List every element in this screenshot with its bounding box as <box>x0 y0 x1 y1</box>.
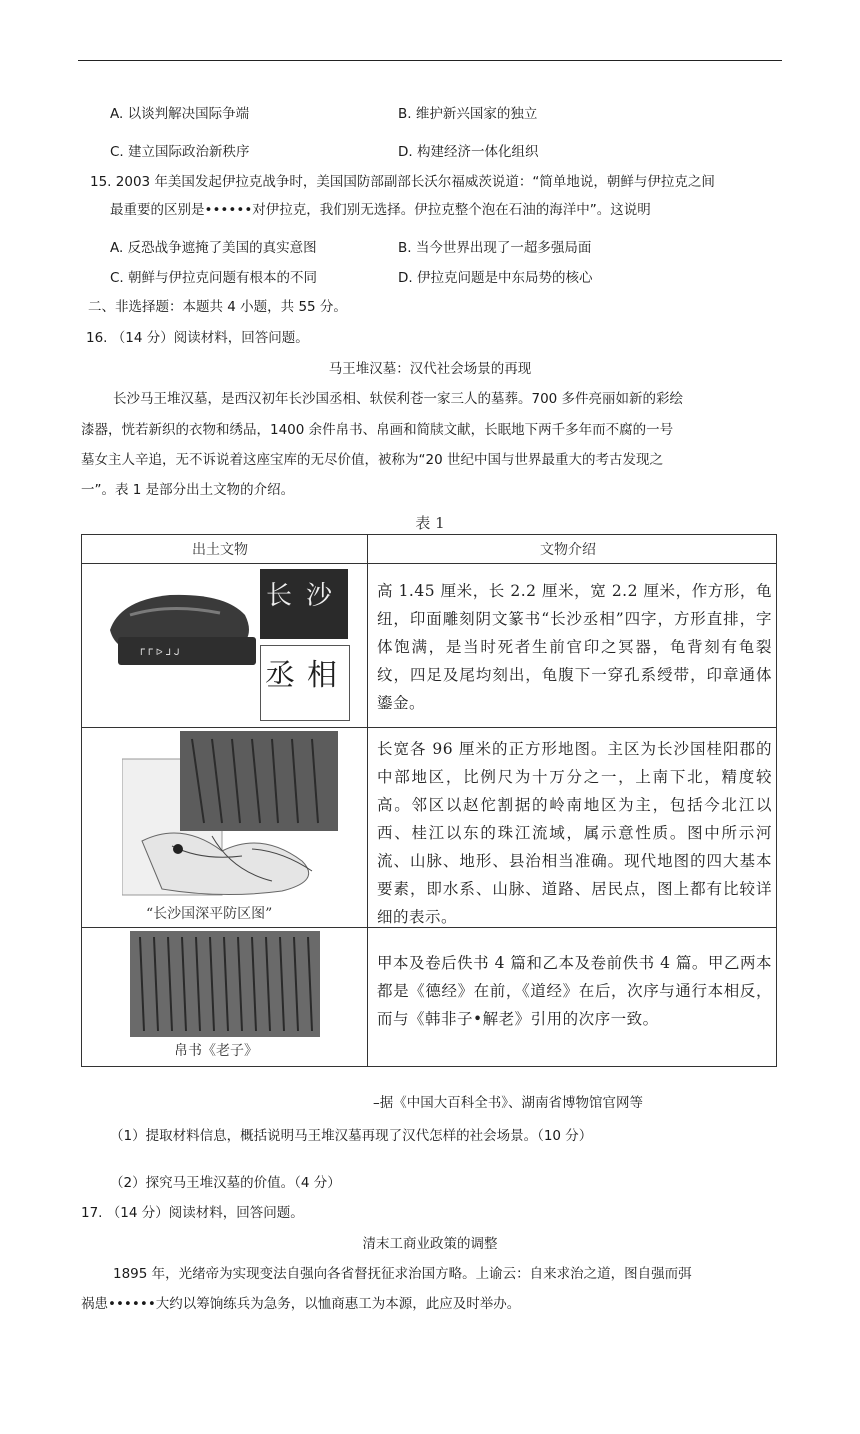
row3-intro-text: 甲本及卷后佚书 4 篇和乙本及卷前佚书 4 篇。甲乙两本都是《德经》在前，《道经》在后，次序与通行本相反，而与《韩非子•解老》引用的次序一致。 <box>377 954 772 1028</box>
seal-impression <box>254 569 360 723</box>
table-divider <box>82 563 776 564</box>
q15-stem-line1: 15. 2003 年美国发起伊拉克战争时，美国国防部副部长沃尔福威茨说道：“简单地说，朝鲜与伊拉克之间 <box>90 174 715 190</box>
q17-para-line: 1895 年，光绪帝为实现变法自强向各省督抚征求治国方略。上谕云：自来求治之道，图自强而弭 <box>113 1266 692 1282</box>
table-header-artifact: 出土文物 <box>192 542 248 558</box>
q15-option-b: B. 当今世界出现了一超多强局面 <box>398 240 592 256</box>
row2-intro-text: 长宽各 96 厘米的正方形地图。主区为长沙国桂阳郡的中部地区，比例尺为十万分之一，上南下北，精度较高。邻区以赵佗割据的岭南地区为主，包括今北江以西、桂江以东的珠江流域，属示意性质。图中所示河流、山脉、地形、县治相当准确。现代地图的四大基本要素，即水系、山脉、道路、居民点，图上都有比较详细的表示。 <box>377 740 772 926</box>
map-photo <box>122 731 362 901</box>
q15-option-d: D. 伊拉克问题是中东局势的核心 <box>398 270 593 286</box>
q14-option-d: D. 构建经济一体化组织 <box>398 144 539 160</box>
material-source: –据《中国大百科全书》、湖南省博物馆官网等 <box>373 1095 643 1111</box>
header-rule <box>78 60 782 61</box>
seal-glyph: 长 <box>266 581 293 611</box>
q17-stem: 17. （14 分）阅读材料，回答问题。 <box>81 1205 304 1221</box>
q14-option-b: B. 维护新兴国家的独立 <box>398 106 538 122</box>
manuscript-caption: 帛书《老子》 <box>174 1043 258 1059</box>
q15-option-c: C. 朝鲜与伊拉克问题有根本的不同 <box>110 270 318 286</box>
svg-text:ᒥ ᒥ ᐅ ᒧ ᒍ: ᒥ ᒥ ᐅ ᒧ ᒍ <box>140 648 180 658</box>
silk-manuscript-photo <box>130 931 320 1037</box>
q15-stem-line2: 最重要的区别是••••••对伊拉克，我们别无选择。伊拉克整个泡在石油的海洋中”。这说明 <box>110 202 651 218</box>
row1-intro-text: 高 1.45 厘米，长 2.2 厘米，宽 2.2 厘米，作方形，龟纽，印面雕刻阴文篆书“长沙丞相”四字，方形直排，字体饱满，是当时死者生前官印之冥器，龟背刻有龟裂纹，四足及尾均刻出，龟腹下一穿孔系绶带，印章通体鎏金。 <box>377 582 772 712</box>
map-caption: “长沙国深平防区图” <box>146 906 273 922</box>
table-header-intro: 文物介绍 <box>540 542 596 558</box>
q16-para-line: 一”。表 1 是部分出土文物的介绍。 <box>81 482 295 498</box>
seal-block <box>260 569 348 639</box>
tortoise-seal-photo <box>100 575 260 675</box>
q14-option-a: A. 以谈判解决国际争端 <box>110 106 250 122</box>
q16-para-line: 墓女主人辛追，无不诉说着这座宝库的无尽价值，被称为“20 世纪中国与世界最重大的考古发现之 <box>81 452 663 468</box>
q16-subquestion-1: （1）提取材料信息，概括说明马王堆汉墓再现了汉代怎样的社会场景。（10 分） <box>110 1128 593 1144</box>
q16-stem: 16. （14 分）阅读材料，回答问题。 <box>86 330 309 346</box>
seal-glyph: 沙 <box>306 581 333 611</box>
section-heading: 二、非选择题：本题共 4 小题，共 55 分。 <box>88 299 347 315</box>
q16-subquestion-2: （2）探究马王堆汉墓的价值。（4 分） <box>110 1175 341 1191</box>
seal-block <box>260 645 350 721</box>
q16-para-line: 长沙马王堆汉墓，是西汉初年长沙国丞相、轪侯利苍一家三人的墓葬。700 多件亮丽如新的彩绘 <box>113 391 684 407</box>
table-title: 表 1 <box>415 514 445 532</box>
q17-para-line: 祸患••••••大约以筹饷练兵为急务，以恤商惠工为本源，此应及时举办。 <box>81 1296 521 1312</box>
table-divider <box>367 535 368 1066</box>
q15-option-a: A. 反恐战争遮掩了美国的真实意图 <box>110 240 317 256</box>
q16-material-title: 马王堆汉墓：汉代社会场景的再现 <box>328 361 532 377</box>
artifact-table <box>81 534 777 1067</box>
q14-option-c: C. 建立国际政治新秩序 <box>110 144 250 160</box>
seal-glyph: 相 <box>307 658 337 693</box>
table-divider <box>82 727 776 728</box>
q16-para-line: 漆器，恍若新织的衣物和绣品，1400 余件帛书、帛画和简牍文献，长眠地下两千多年而不腐的一号 <box>81 422 674 438</box>
seal-glyph: 丞 <box>265 658 295 693</box>
q17-material-title: 清末工商业政策的调整 <box>362 1236 498 1252</box>
